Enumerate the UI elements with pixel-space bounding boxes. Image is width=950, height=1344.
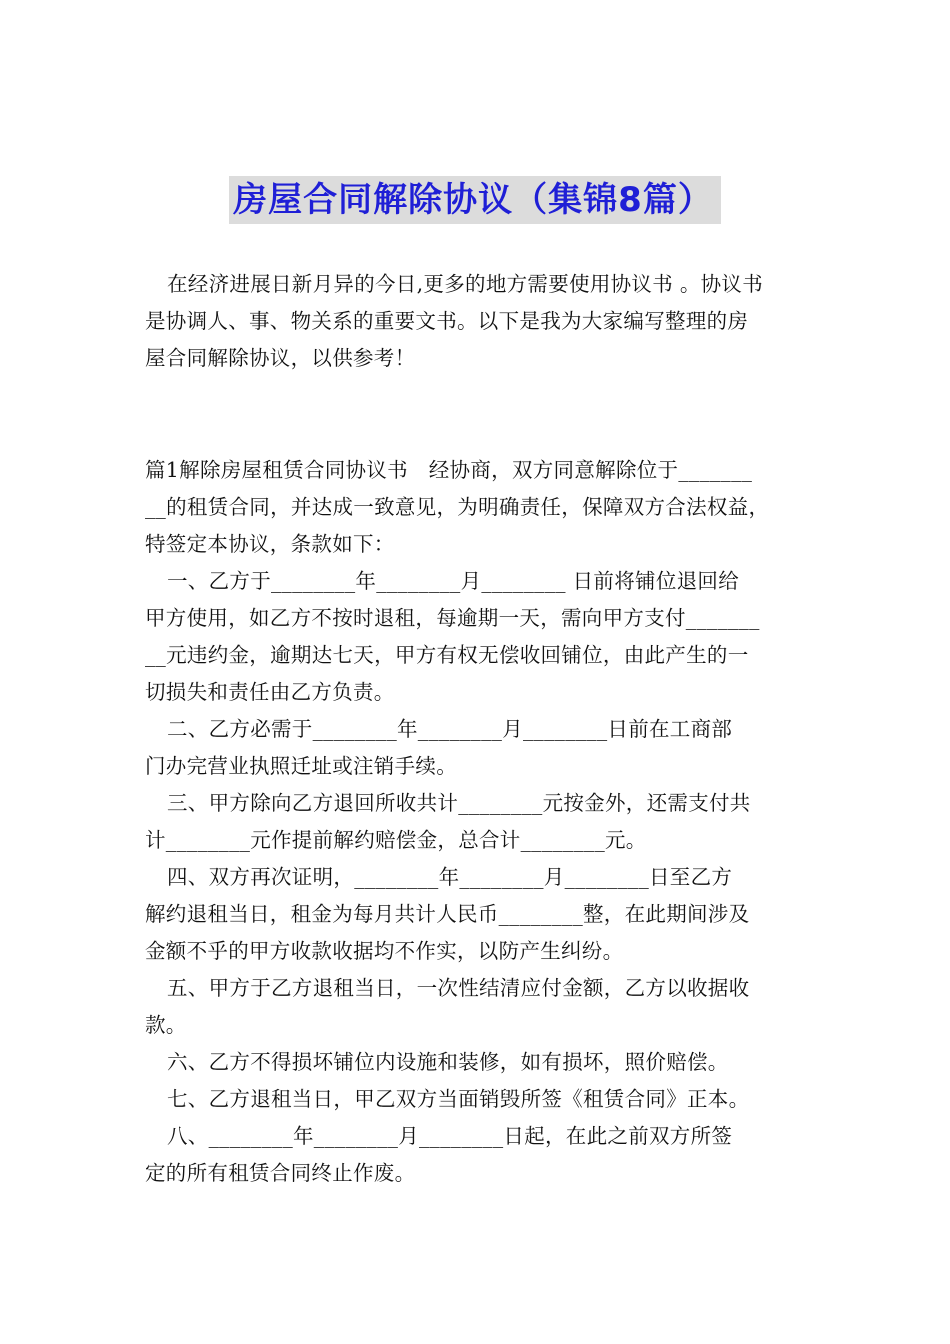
clause-1-line: 一、乙方于________年________月________ 日前将铺位退回给 xyxy=(167,569,740,593)
clause-2-line: 二、乙方必需于________年________月________日前在工商部 xyxy=(167,717,733,741)
article-line: 特签定本协议，条款如下： xyxy=(145,532,395,556)
article-line: __的租赁合同，并达成一致意见，为明确责任，保障双方合法权益， xyxy=(145,495,770,519)
clause-1-line: __元违约金，逾期达七天，甲方有权无偿收回铺位，由此产生的一 xyxy=(145,643,749,667)
clause-7-line: 七、乙方退租当日，甲乙双方当面销毁所签《租赁合同》正本。 xyxy=(167,1087,750,1111)
clause-4-line: 四、双方再次证明，________年________月________日至乙方 xyxy=(167,865,733,889)
clause-5-line: 五、甲方于乙方退租当日，一次性结清应付金额，乙方以收据收 xyxy=(167,976,750,1000)
intro-line: 在经济进展日新月异的今日,更多的地方需要使用协议书 。协议书 xyxy=(167,272,764,296)
clause-5-line: 款。 xyxy=(145,1013,187,1037)
clause-1-line: 切损失和责任由乙方负责。 xyxy=(145,680,395,704)
clause-8-line: 定的所有租赁合同终止作废。 xyxy=(145,1161,416,1185)
intro-line: 屋合同解除协议，以供参考！ xyxy=(145,346,416,370)
clause-2-line: 门办完营业执照迁址或注销手续。 xyxy=(145,754,457,778)
clause-4-line: 金额不乎的甲方收款收据均不作实，以防产生纠纷。 xyxy=(145,939,624,963)
clause-6-line: 六、乙方不得损坏铺位内设施和装修，如有损坏，照价赔偿。 xyxy=(167,1050,729,1074)
clause-3-line: 计________元作提前解约赔偿金，总合计________元。 xyxy=(145,828,647,852)
intro-line: 是协调人、事、物关系的重要文书。以下是我为大家编写整理的房 xyxy=(145,309,749,333)
article-heading-line: 篇1解除房屋租赁合同协议书 经协商，双方同意解除位于_______ xyxy=(145,458,753,482)
clause-4-line: 解约退租当日，租金为每月共计人民币________整，在此期间涉及 xyxy=(145,902,750,926)
intro-paragraph xyxy=(145,266,813,377)
document-title: 房屋合同解除协议（集锦8篇） xyxy=(229,176,721,224)
article-section xyxy=(145,452,813,1192)
clause-8-line: 八、________年________月________日起，在此之前双方所签 xyxy=(167,1124,733,1148)
clause-1-line: 甲方使用，如乙方不按时退租，每逾期一天，需向甲方支付_______ xyxy=(145,606,760,630)
clause-3-line: 三、甲方除向乙方退回所收共计________元按金外，还需支付共 xyxy=(167,791,751,815)
title-container xyxy=(0,176,950,224)
